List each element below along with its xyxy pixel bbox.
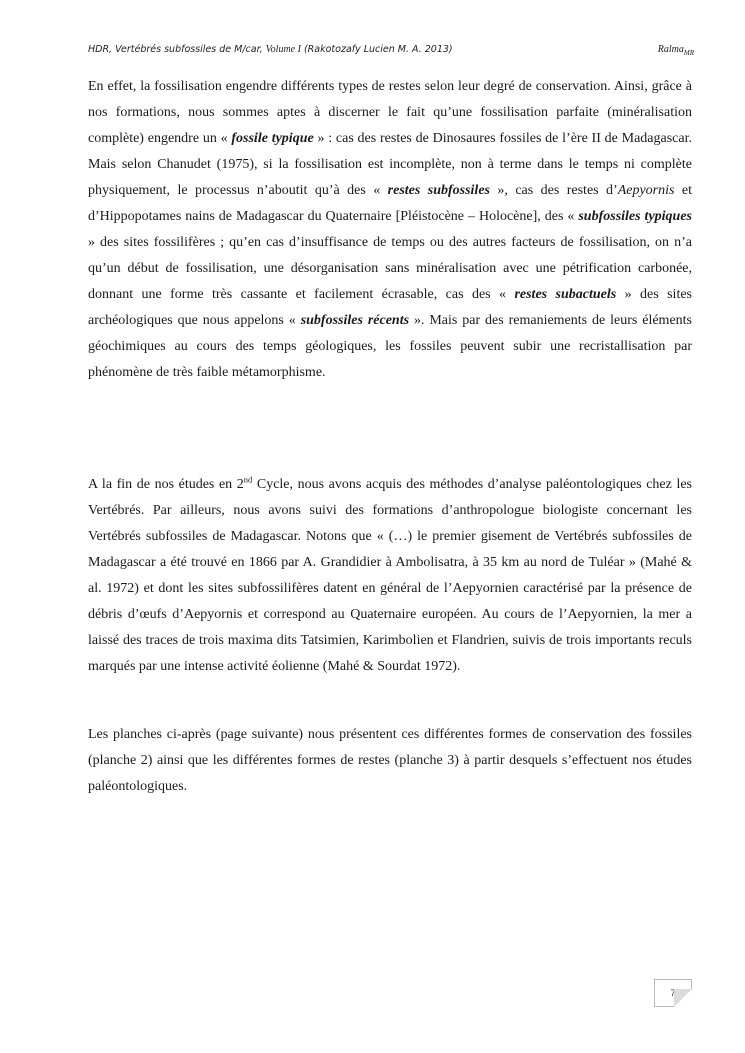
header-signature [658,44,694,57]
text-run: », cas des restes d’ [489,183,618,198]
text-run: Les planches ci-après (page suivante) nous présentent ces différentes formes de conservation des fossiles (planche 2) ainsi que les différentes formes de restes (planche 3) à partir desquels s’effectuent nos études paléontologiques. [88,727,692,794]
ordinal-superscript: nd [243,474,253,485]
page-number-box [654,979,692,1007]
text-run: » des sites archéologiques que nous appelons « [88,287,692,328]
text-run: En effet, la fossilisation engendre différents types de restes selon leur degré de conservation. Ainsi, grâce à nos formations, nous sommes aptes à discerner le fait qu’une fossilisation parfaite (minéralisation complète) engendre un « [88,79,692,146]
header-signature-sub: MR [683,49,694,57]
header-volume: Volume I [265,44,301,55]
paragraph-planches [88,722,692,800]
text-run: » : cas des restes de Dinosaures fossiles de l’ère II de Madagascar. Mais selon Chanudet (1975), si la fossilisation est incomplète, non à terme dans le temps ni complète physiquement, le processus n’aboutit qu’à des « [88,131,692,198]
header-author: (Rakotozafy Lucien M. A. 2013) [300,44,453,55]
term-subfossiles-recents: subfossiles récents [300,313,410,328]
taxon-aepyornis: Aepyornis [617,183,675,198]
text-run: A la fin de nos études en 2 [88,477,244,492]
term-restes-subactuels: restes subactuels [514,287,617,302]
header-signature-main: Ralma [657,44,684,55]
term-fossile-typique: fossile typique [231,131,314,146]
page-header [88,44,694,62]
folded-corner-icon [674,989,692,1007]
header-citation [88,44,453,55]
text-run: » des sites fossilifères ; qu’en cas d’insuffisance de temps ou des autres facteurs de fossilisation, on n’a qu’un début de fossilisation, une désorganisation sans minéralisation avec une pétrification carbonée, donnant une forme très cassante et facilement écrasable, cas des « [88,235,692,302]
text-run: et d’Hippopotames nains de Madagascar du Quaternaire [Pléistocène – Holocène], des « [88,183,692,224]
page-number: 7 [670,988,676,998]
term-restes-subfossiles: restes subfossiles [387,183,490,198]
term-subfossiles-typiques: subfossiles typiques [578,209,692,224]
paragraph-fossilisation [88,74,692,386]
paragraph-formation [88,472,692,680]
header-title: HDR, Vertébrés subfossiles de M/car, [88,44,266,55]
text-run: ». Mais par des remaniements de leurs éléments géochimiques au cours des temps géologiques, les fossiles peuvent subir une recristallisation par phénomène de très faible métamorphisme. [88,313,693,380]
text-run: Cycle, nous avons acquis des méthodes d’analyse paléontologiques chez les Vertébrés. Par ailleurs, nous avons suivi des formations d’anthropologue biologiste concernant les Vertébrés subfossiles de Madagascar. Notons que « (…) le premier gisement de Vertébrés subfossiles de Madagascar a été trouvé en 1866 par A. Grandidier à Ambolisatra, à 35 km au nord de Tuléar » (Mahé & al. 1972) et dont les sites subfossilifères datent en général de l’Aepyornien caractérisé par la présence de débris d’œufs d’Aepyornis et correspond au Quaternaire européen. Au cours de l’Aepyornien, la mer a laissé des traces de trois maxima dits Tatsimien, Karimbolien et Flandrien, suivis de trois importants reculs marqués par une intense activité éolienne (Mahé & Sourdat 1972). [88,477,692,674]
